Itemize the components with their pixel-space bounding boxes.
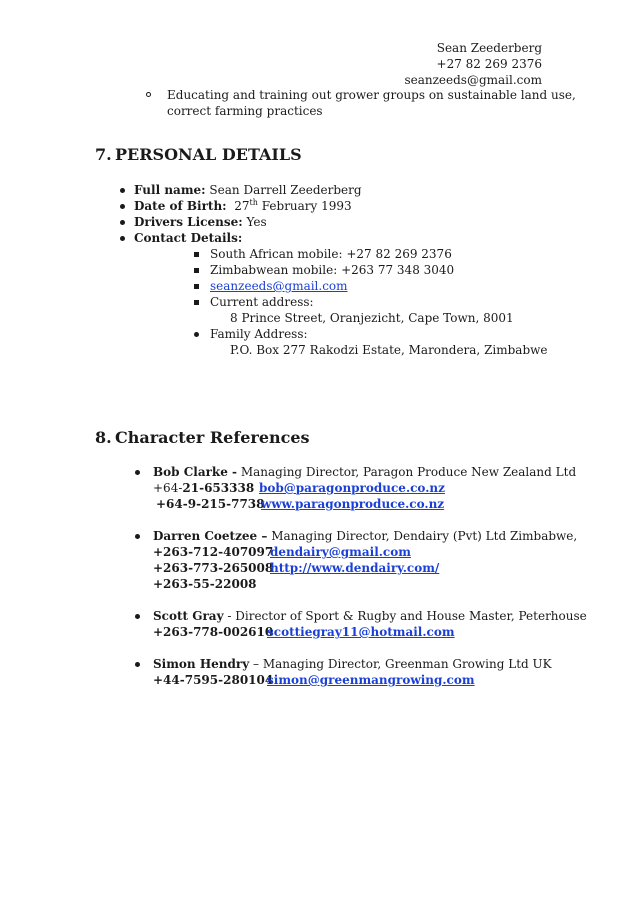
ref-1-email-link[interactable]: bob@paragonproduce.co.nz <box>259 481 445 495</box>
ref-1-contact-1 <box>153 480 254 496</box>
ref-1-role: Managing Director, Paragon Produce New Zealand Ltd <box>240 465 577 479</box>
ref-1-phone-prefix: +64- <box>153 481 183 495</box>
bullet-icon <box>120 188 125 193</box>
contact-row <box>134 230 242 246</box>
email-link[interactable]: seanzeeds@gmail.com <box>210 279 348 293</box>
ref-2-phone-2: +263-773-265008 <box>153 561 274 575</box>
bullet-icon <box>135 614 140 619</box>
sa-mobile: South African mobile: +27 82 269 2376 <box>210 247 452 261</box>
bullet-icon <box>194 332 199 337</box>
dob-row <box>134 198 352 214</box>
dob-suffix: th <box>249 198 258 207</box>
full-name-value: Sean Darrell Zeederberg <box>209 183 362 197</box>
ref-3-header <box>153 608 587 624</box>
ref-4-email-link[interactable]: simon@greenmangrowing.com <box>267 673 475 687</box>
dob-day: 27 <box>234 199 250 213</box>
square-bullet-icon <box>194 300 199 305</box>
family-address-label: Family Address: <box>210 327 308 341</box>
ref-2-web-link[interactable]: http://www.dendairy.com/ <box>270 561 440 575</box>
license-label: Drivers License: <box>134 215 243 229</box>
ref-2-email-link[interactable]: dendairy@gmail.com <box>270 545 411 559</box>
ref-1-phone-1: 21-653338 <box>182 481 255 495</box>
header-name: Sean Zeederberg <box>436 41 542 55</box>
section-8-number: 8. <box>95 428 112 447</box>
ref-2-phone-1: +263-712-407097 <box>153 545 274 559</box>
ref-3-role: - Director of Sport & Rugby and House Master, Peterhouse <box>227 609 587 623</box>
family-address: P.O. Box 277 Rakodzi Estate, Marondera, Zimbabwe <box>230 343 548 357</box>
bullet-icon <box>135 534 140 539</box>
bullet-icon <box>120 220 125 225</box>
ref-4-name: Simon Hendry <box>153 657 250 671</box>
ref-3-phone-1: +263-778-002610 <box>153 625 274 639</box>
section-8-title: Character References <box>115 428 310 447</box>
header-phone: +27 82 269 2376 <box>436 57 542 71</box>
bullet-icon <box>135 470 140 475</box>
ref-1-web-link[interactable]: www.paragonproduce.co.nz <box>261 497 445 511</box>
full-name-label: Full name: <box>134 183 206 197</box>
dob-label: Date of Birth: <box>134 199 227 213</box>
bullet-icon <box>120 204 125 209</box>
ref-1-header <box>153 464 576 480</box>
ref-1-name: Bob Clarke - <box>153 465 238 479</box>
ref-4-role: – Managing Director, Greenman Growing Ltd UK <box>249 657 552 671</box>
square-bullet-icon <box>194 284 199 289</box>
ref-3-email-link[interactable]: scottiegray11@hotmail.com <box>267 625 455 639</box>
ref-4-header <box>153 656 552 672</box>
header-email: seanzeeds@gmail.com <box>404 73 542 87</box>
ref-2-role: Managing Director, Dendairy (Pvt) Ltd Zimbabwe, <box>271 529 578 543</box>
ref-2-name: Darren Coetzee – <box>153 529 268 543</box>
ref-2-phone-3: +263-55-22008 <box>153 577 257 591</box>
ref-4-phone-1: +44-7595-280104 <box>153 673 274 687</box>
ref-1-contact-2 <box>156 496 265 512</box>
ref-1-phone-2: +64-9-215-7738 <box>156 497 265 511</box>
ref-3-name: Scott Gray <box>153 609 224 623</box>
section-7-title: PERSONAL DETAILS <box>115 145 302 164</box>
carryover-line-1: Educating and training out grower groups on sustainable land use, <box>167 88 576 102</box>
license-row <box>134 214 267 230</box>
zw-mobile: Zimbabwean mobile: +263 77 348 3040 <box>210 263 455 277</box>
sub-bullet-icon <box>146 92 151 97</box>
section-7-number: 7. <box>95 145 112 164</box>
bullet-icon <box>120 236 125 241</box>
dob-rest: February 1993 <box>261 199 352 213</box>
bullet-icon <box>135 662 140 667</box>
carryover-line-2: correct farming practices <box>167 104 323 118</box>
license-value: Yes <box>246 215 267 229</box>
current-address-label: Current address: <box>210 295 314 309</box>
full-name-row <box>134 182 362 198</box>
square-bullet-icon <box>194 252 199 257</box>
square-bullet-icon <box>194 268 199 273</box>
contact-label: Contact Details: <box>134 231 243 245</box>
ref-2-header <box>153 528 577 544</box>
current-address: 8 Prince Street, Oranjezicht, Cape Town, 8001 <box>230 311 514 325</box>
